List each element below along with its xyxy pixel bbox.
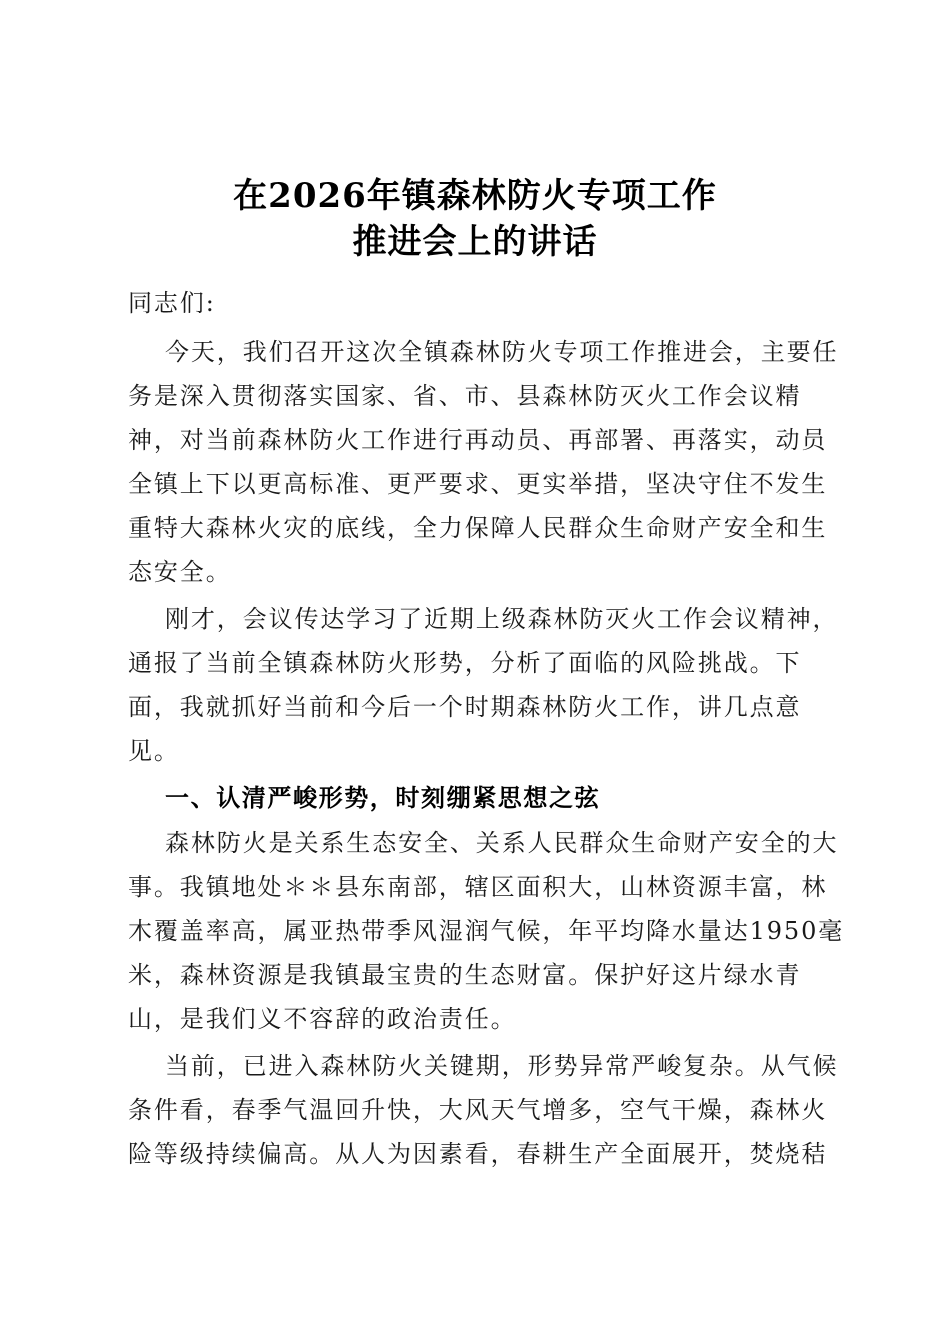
body-line: 重特大森林火灾的底线，全力保障人民群众生命财产安全和生 bbox=[128, 514, 828, 542]
body-line: 神，对当前森林防火工作进行再动员、再部署、再落实，动员 bbox=[128, 426, 828, 454]
body-line: 全镇上下以更高标准、更严要求、更实举措，坚决守住不发生 bbox=[128, 470, 828, 498]
body-line: 木覆盖率高，属亚热带季风湿润气候，年平均降水量达1950毫 bbox=[128, 917, 845, 945]
body-line: 险等级持续偏高。从人为因素看，春耕生产全面展开，焚烧秸 bbox=[128, 1140, 828, 1168]
body-line: 刚才，会议传达学习了近期上级森林防灭火工作会议精神， bbox=[165, 605, 839, 633]
body-line: 山，是我们义不容辞的政治责任。 bbox=[128, 1005, 517, 1033]
body-line: 米，森林资源是我镇最宝贵的生态财富。保护好这片绿水青 bbox=[128, 961, 802, 989]
body-line: 务是深入贯彻落实国家、省、市、县森林防灭火工作会议精 bbox=[128, 382, 802, 410]
section-heading: 一、认清严峻形势，时刻绷紧思想之弦 bbox=[165, 783, 601, 812]
body-line: 今天，我们召开这次全镇森林防火专项工作推进会，主要任 bbox=[165, 338, 839, 366]
body-line: 见。 bbox=[128, 737, 180, 765]
body-line: 条件看，春季气温回升快，大风天气增多，空气干燥，森林火 bbox=[128, 1096, 828, 1124]
document-title-line-1: 在2026年镇森林防火专项工作 bbox=[233, 176, 717, 216]
body-line: 森林防火是关系生态安全、关系人民群众生命财产安全的大 bbox=[165, 829, 839, 857]
body-line: 当前，已进入森林防火关键期，形势异常严峻复杂。从气候 bbox=[165, 1052, 839, 1080]
body-line: 态安全。 bbox=[128, 558, 232, 586]
salutation: 同志们: bbox=[128, 289, 216, 317]
document-title-line-2: 推进会上的讲话 bbox=[352, 222, 598, 262]
body-line: 面，我就抓好当前和今后一个时期森林防火工作，讲几点意 bbox=[128, 693, 802, 721]
body-line: 事。我镇地处＊＊县东南部，辖区面积大，山林资源丰富，林 bbox=[128, 873, 828, 901]
body-line: 通报了当前全镇森林防火形势，分析了面临的风险挑战。下 bbox=[128, 649, 802, 677]
